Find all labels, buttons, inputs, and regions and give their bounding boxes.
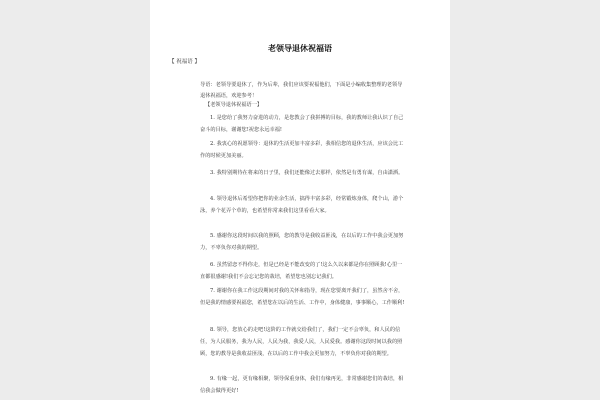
paragraph-8: 8. 领导，您放心的走吧!这阶的工作就交给我们了，我们一定不会辜负，和人民的信任，为人民服务，我为人民，人民为我，我爱人民，人民爱我。感谢你这段时间以我的照顾，您的教导是我收益匪浅，在以后的工作中我会更加努力，不辜负你对我的期望。 <box>200 327 403 357</box>
document-title: 老领导退休祝福语 <box>268 43 332 53</box>
paragraph-2: 2. 我衷心的祝愿领导：退休的生活更加丰富多彩，我相信您的退休生活，应该会比工作的时候更加美丽。 <box>200 141 404 159</box>
paragraph-4: 4. 领导退休后希望你把你的业余生活，搞得丰富多彩，经常锻炼身体，爬个山，游个泳，养个花弄个草的，也希望你常来我们这里看看大家。 <box>200 196 404 214</box>
paragraph-7: 7. 谢谢你在我工作这段期间对我的关怀和指导，现在您要离开我们了，虽然舍不舍，但是我的情感要祝福您，希望您在以后的生活、工作中，身体健康，事事顺心，工作顺利! <box>200 288 405 306</box>
paragraph-3: 3. 我特别期待在将来的日子里，我们还能像过去那样，依然是有勇有谋，自由潇洒。 <box>210 170 404 176</box>
paragraph-6: 6. 虽然留恋不得你走，但是已经是不能改变的了!这么久以来都是你在照顾我!心里一直都很感谢!我们不会忘记您的栽培，希望您也别忘记我们。 <box>200 262 403 280</box>
intro-paragraph: 导语：老领导要退休了，作为后辈，我们应该要祝福他们，下面是小编收集整理的老领导退休祝福语，欢迎参考！ <box>200 82 403 99</box>
document-page <box>150 0 450 400</box>
category-tag: 【 祝福语 】 <box>169 59 200 65</box>
paragraph-9: 9. 有缘一起，更有缘相聚，领导保重身体，我们有缘再见，非常感谢您们的栽培，相信我会做得更好! <box>200 376 404 394</box>
section-heading: 【老领导退休祝福语一】 <box>205 102 263 108</box>
paragraph-1: 1. 是您给了我努力奋进的动力，是您教会了我拼搏的目标，我的教师让我认识了自己奋斗的目标，谢谢您!祝您永远幸福! <box>200 115 404 133</box>
paragraph-5: 5. 感谢你这段时间以我的照顾，您的教导是我收益匪浅，在以后的工作中我会更加努力，不辜负你对我的期望。 <box>200 233 404 251</box>
